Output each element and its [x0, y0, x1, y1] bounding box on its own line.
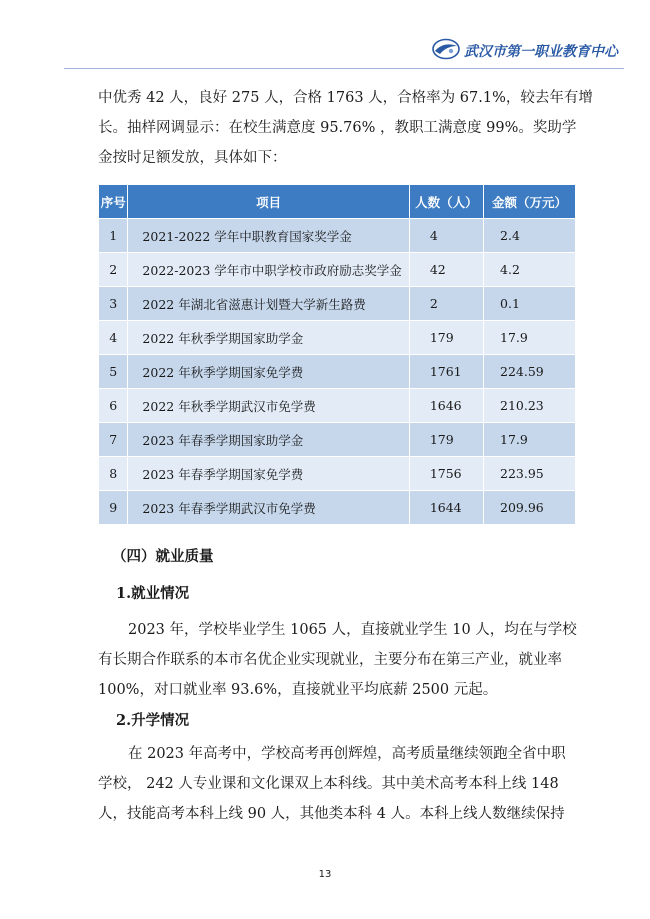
- table-row: [99, 253, 576, 287]
- cell-count: 1644: [409, 491, 483, 525]
- cell-count: 1756: [409, 457, 483, 491]
- cell-count: 179: [409, 423, 483, 457]
- cell-no: 6: [99, 389, 128, 423]
- table-row: [99, 219, 576, 253]
- further-study-line: 人，技能高考本科上线 90 人，其他类本科 4 人。本科上线人数继续保持: [98, 806, 565, 822]
- col-header-count: 人数（人）: [409, 185, 483, 219]
- page-header: [422, 30, 622, 70]
- table-row: [99, 491, 576, 525]
- table-row: [99, 321, 576, 355]
- intro-paragraph: [98, 83, 593, 173]
- employment-paragraph: [98, 615, 586, 705]
- employment-line: 有长期合作联系的本市名优企业实现就业，主要分布在第三产业，就业率: [98, 652, 562, 668]
- cell-count: 179: [409, 321, 483, 355]
- cell-amount: 0.1: [484, 287, 576, 321]
- intro-line: 中优秀 42 人，良好 275 人，合格 1763 人，合格率为 67.1%，较去年有增: [98, 90, 593, 106]
- header-divider: [64, 68, 624, 69]
- col-header-no: 序号: [99, 185, 128, 219]
- cell-amount: 224.59: [484, 355, 576, 389]
- school-logo-icon: [432, 38, 460, 60]
- cell-amount: 210.23: [484, 389, 576, 423]
- col-header-item: 项目: [128, 185, 409, 219]
- cell-no: 2: [99, 253, 128, 287]
- intro-line: 金按时足额发放，具体如下：: [98, 150, 287, 166]
- cell-count: 4: [409, 219, 483, 253]
- cell-count: 1761: [409, 355, 483, 389]
- subsection-title-further-study: 2.升学情况: [116, 712, 190, 729]
- employment-line: 100%，对口就业率 93.6%，直接就业平均底薪 2500 元起。: [98, 682, 498, 698]
- table-row: [99, 423, 576, 457]
- cell-no: 9: [99, 491, 128, 525]
- table-row: [99, 287, 576, 321]
- page-number: 13: [318, 869, 332, 880]
- cell-no: 1: [99, 219, 128, 253]
- cell-amount: 17.9: [484, 321, 576, 355]
- cell-no: 3: [99, 287, 128, 321]
- col-header-amount: 金额（万元）: [484, 185, 576, 219]
- cell-item: 2023 年春季学期国家免学费: [128, 457, 409, 491]
- table-header-row: [99, 185, 576, 219]
- cell-item: 2022 年秋季学期国家助学金: [128, 321, 409, 355]
- table-row: [99, 355, 576, 389]
- table-row: [99, 457, 576, 491]
- cell-item: 2023 年春季学期国家助学金: [128, 423, 409, 457]
- employment-line: 2023 年，学校毕业学生 1065 人，直接就业学生 10 人，均在与学校: [128, 622, 577, 638]
- cell-item: 2023 年春季学期武汉市免学费: [128, 491, 409, 525]
- cell-item: 2022-2023 学年市中职学校市政府励志奖学金: [128, 253, 409, 287]
- cell-item: 2022 年秋季学期武汉市免学费: [128, 389, 409, 423]
- cell-no: 5: [99, 355, 128, 389]
- cell-count: 1646: [409, 389, 483, 423]
- cell-amount: 4.2: [484, 253, 576, 287]
- brand-name: 武汉市第一职业教育中心: [464, 44, 618, 60]
- cell-amount: 223.95: [484, 457, 576, 491]
- section-title-employment-quality: （四）就业质量: [112, 548, 214, 565]
- scholarship-table: [98, 184, 576, 525]
- cell-amount: 2.4: [484, 219, 576, 253]
- cell-no: 8: [99, 457, 128, 491]
- intro-line: 长。抽样网调显示：在校生满意度 95.76% ，教职工满意度 99%。奖助学: [98, 120, 577, 136]
- cell-count: 42: [409, 253, 483, 287]
- cell-item: 2021-2022 学年中职教育国家奖学金: [128, 219, 409, 253]
- cell-amount: 209.96: [484, 491, 576, 525]
- subsection-title-employment: 1.就业情况: [116, 585, 190, 602]
- cell-count: 2: [409, 287, 483, 321]
- further-study-paragraph: [98, 739, 586, 829]
- cell-item: 2022 年湖北省滋惠计划暨大学新生路费: [128, 287, 409, 321]
- cell-amount: 17.9: [484, 423, 576, 457]
- cell-no: 7: [99, 423, 128, 457]
- table-row: [99, 389, 576, 423]
- further-study-line: 学校， 242 人专业课和文化课双上本科线。其中美术高考本科上线 148: [98, 776, 559, 792]
- cell-no: 4: [99, 321, 128, 355]
- further-study-line: 在 2023 年高考中，学校高考再创辉煌，高考质量继续领跑全省中职: [128, 746, 566, 762]
- cell-item: 2022 年秋季学期国家免学费: [128, 355, 409, 389]
